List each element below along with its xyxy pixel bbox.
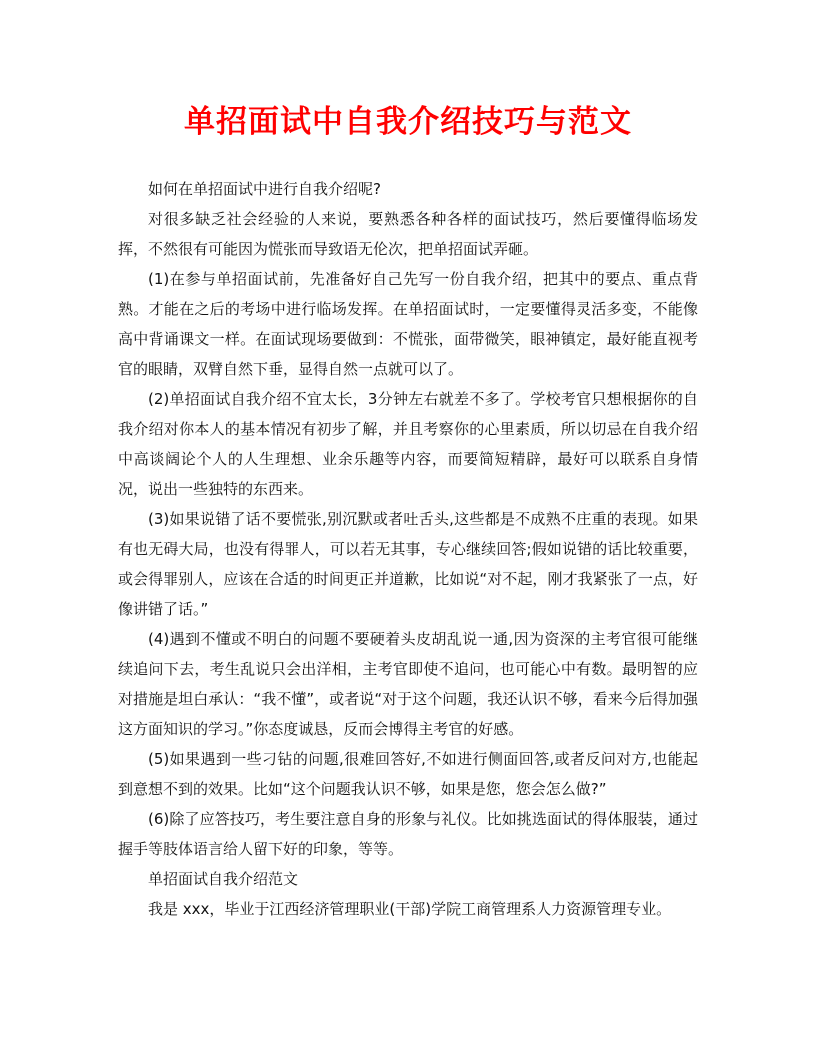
sample-heading: 单招面试自我介绍范文 bbox=[148, 870, 299, 888]
sample-paragraph: 我是 xxx，毕业于江西经济管理职业(干部)学院工商管理系人力资源管理专业。 bbox=[148, 900, 672, 918]
tip-5-paragraph: (5)如果遇到一些刁钻的问题,很难回答好,不如进行侧面回答,或者反问对方,也能起到意想不到的效果。比如“这个问题我认识不够，如果是您，您会怎么做?” bbox=[118, 750, 698, 798]
tip-6-paragraph: (6)除了应答技巧，考生要注意自身的形象与礼仪。比如挑选面试的得体服装，通过握手等肢体语言给人留下好的印象，等等。 bbox=[118, 810, 698, 858]
document-body bbox=[118, 174, 698, 924]
tip-4-paragraph: (4)遇到不懂或不明白的问题不要硬着头皮胡乱说一通,因为资深的主考官很可能继续追问下去，考生乱说只会出洋相，主考官即使不追问，也可能心中有数。最明智的应对措施是坦白承认：“我不懂”，或者说“对于这个问题，我还认识不够，看来今后得加强这方面知识的学习。”你态度诚恳，反而会博得主考官的好感。 bbox=[118, 630, 698, 738]
document-title: 单招面试中自我介绍技巧与范文 bbox=[184, 104, 632, 140]
intro-question: 如何在单招面试中进行自我介绍呢? bbox=[148, 180, 381, 198]
paragraph-intro: 对很多缺乏社会经验的人来说，要熟悉各种各样的面试技巧，然后要懂得临场发挥，不然很有可能因为慌张而导致语无伦次，把单招面试弄砸。 bbox=[118, 210, 698, 258]
tip-2-paragraph: (2)单招面试自我介绍不宜太长，3分钟左右就差不多了。学校考官只想根据你的自我介绍对你本人的基本情况有初步了解，并且考察你的心里素质，所以切忌在自我介绍中高谈阔论个人的人生理想、业余乐趣等内容，而要简短精辟，最好可以联系自身情况，说出一些独特的东西来。 bbox=[118, 390, 698, 498]
tip-3-paragraph: (3)如果说错了话不要慌张,别沉默或者吐舌头,这些都是不成熟不庄重的表现。如果有也无碍大局，也没有得罪人，可以若无其事，专心继续回答;假如说错的话比较重要，或会得罪别人，应该在合适的时间更正并道歉，比如说“对不起，刚才我紧张了一点，好像讲错了话。” bbox=[118, 510, 698, 618]
tip-1-paragraph: (1)在参与单招面试前，先准备好自己先写一份自我介绍，把其中的要点、重点背熟。才能在之后的考场中进行临场发挥。在单招面试时，一定要懂得灵活多变，不能像高中背诵课文一样。在面试现场要做到：不慌张，面带微笑，眼神镇定，最好能直视考官的眼睛，双臂自然下垂，显得自然一点就可以了。 bbox=[118, 270, 698, 378]
